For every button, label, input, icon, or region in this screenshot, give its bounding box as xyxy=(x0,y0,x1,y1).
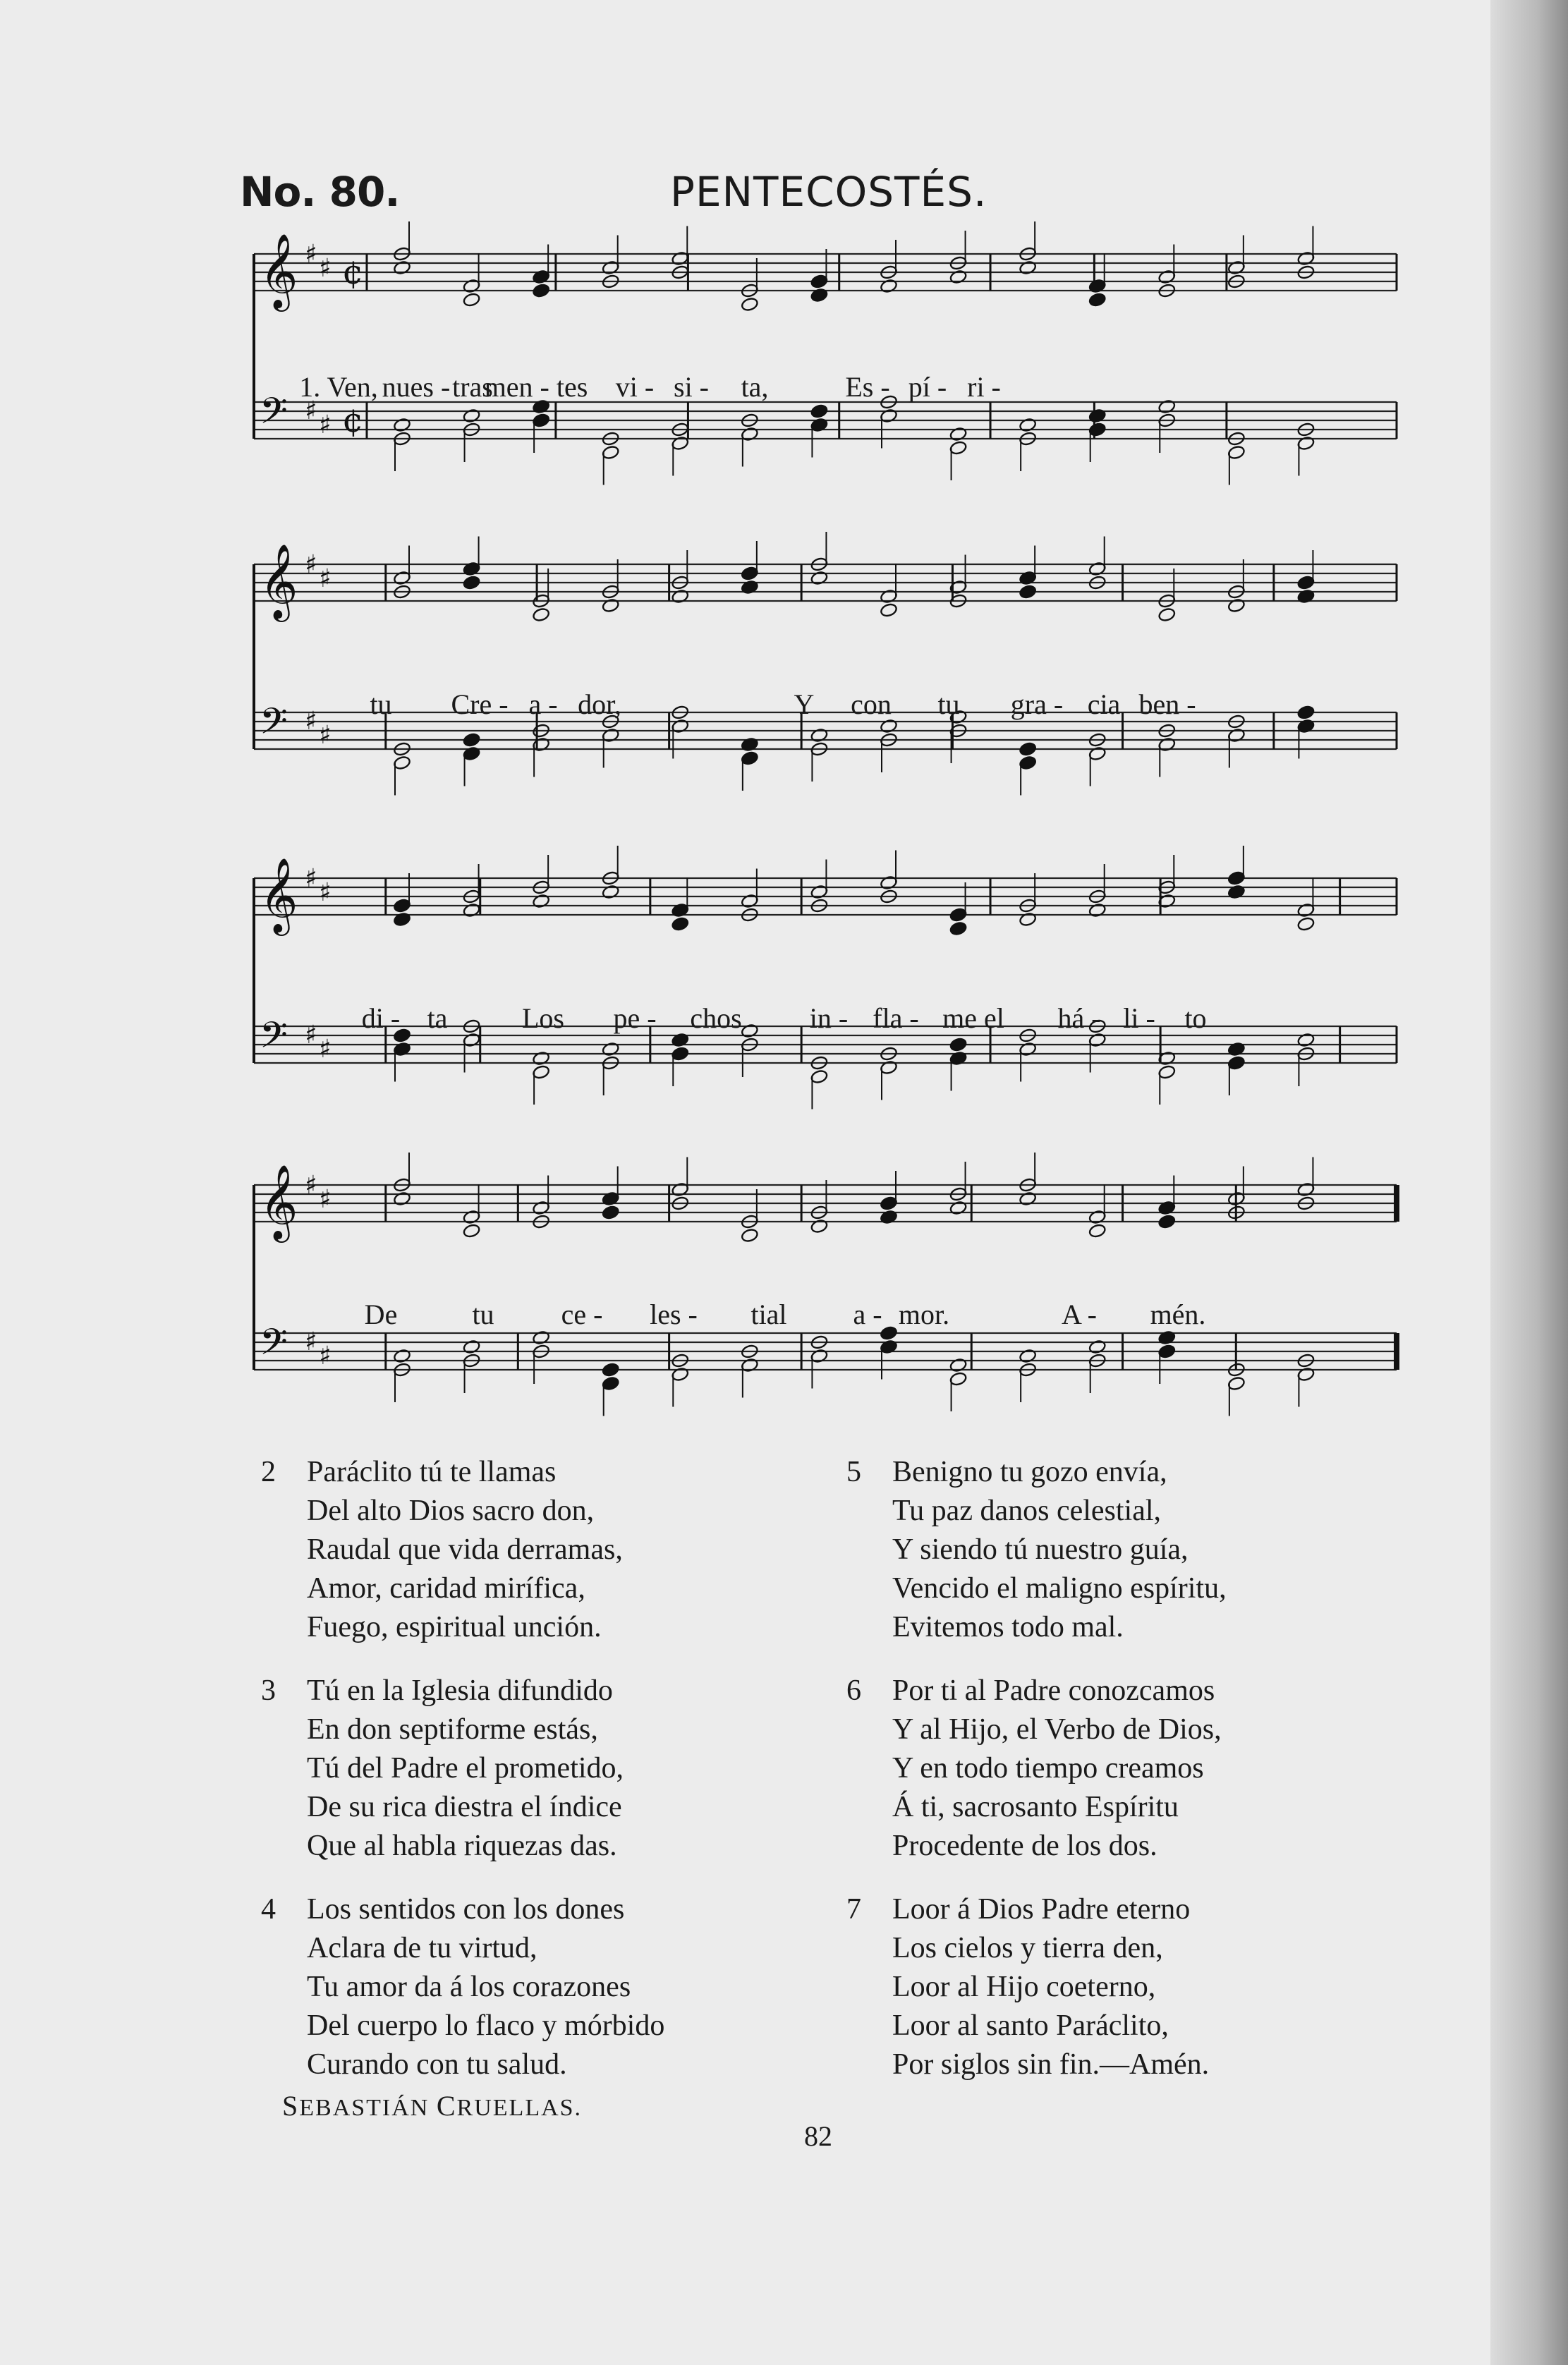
verse-number: 3 xyxy=(261,1674,276,1707)
sharp-icon: ♯ xyxy=(305,240,317,269)
verse-line: Benigno tu gozo envía, xyxy=(892,1456,1167,1488)
sharp-icon: ♯ xyxy=(319,721,332,750)
lyric-syllable: mén. xyxy=(1150,1299,1206,1330)
lyric-syllable: Y xyxy=(794,688,815,720)
verse-line: De su rica diestra el índice xyxy=(307,1791,622,1823)
notehead xyxy=(463,1223,481,1239)
notehead xyxy=(949,1037,968,1052)
verse-4 xyxy=(261,1890,665,2084)
notehead xyxy=(741,1228,759,1244)
bass-clef-icon: 𝄢 xyxy=(260,700,288,751)
verse-line: Vencido el maligno espíritu, xyxy=(892,1572,1227,1605)
lyric-syllable: vi - xyxy=(615,371,655,403)
lyric-syllable: ta, xyxy=(741,371,769,403)
sharp-icon: ♯ xyxy=(305,1021,317,1050)
verse-line: Que al habla riquezas das. xyxy=(307,1830,617,1862)
verse-line: Raudal que vida derramas, xyxy=(307,1533,623,1566)
notehead xyxy=(741,297,759,312)
verse-line: Y siendo tú nuestro guía, xyxy=(892,1533,1189,1566)
verse-line: Por siglos sin fin.—Amén. xyxy=(892,2048,1210,2081)
lyric-syllable: chos xyxy=(690,1002,742,1034)
cut-time-icon: ¢ xyxy=(342,401,364,440)
verse-line: Tú en la Iglesia difundido xyxy=(307,1674,613,1707)
sharp-icon: ♯ xyxy=(319,878,332,907)
lyric-syllable: les - xyxy=(650,1299,698,1330)
notehead xyxy=(602,1362,620,1378)
notehead xyxy=(1157,607,1176,623)
sharp-icon: ♯ xyxy=(305,707,317,736)
verse-line: Á ti, sacrosanto Espíritu xyxy=(892,1791,1179,1823)
notehead xyxy=(1088,292,1107,308)
lyric-syllable: men - tes xyxy=(484,371,588,403)
lyric-syllable: dor, xyxy=(578,688,621,720)
cut-time-icon: ¢ xyxy=(342,253,364,292)
verse-number: 4 xyxy=(261,1893,276,1926)
hymn-number: No. 80. xyxy=(240,168,400,216)
verse-line: Los sentidos con los dones xyxy=(307,1893,625,1926)
grand-staff-3 xyxy=(240,857,1411,1139)
lyric-syllable: in - xyxy=(809,1002,849,1034)
sharp-icon: ♯ xyxy=(319,1035,332,1064)
verse-7 xyxy=(846,1890,1210,2084)
lyric-syllable: mor. xyxy=(898,1299,950,1330)
verse-line: Del cuerpo lo flaco y mórbido xyxy=(307,2010,665,2042)
lyric-syllable: ben - xyxy=(1138,688,1196,720)
verse-number: 7 xyxy=(846,1893,861,1926)
verse-6 xyxy=(846,1672,1222,1866)
sharp-icon: ♯ xyxy=(305,396,317,425)
sharp-icon: ♯ xyxy=(319,411,332,439)
bass-clef-icon: 𝄢 xyxy=(260,1014,288,1065)
lyric-syllable: ta xyxy=(427,1002,448,1034)
verse-number: 5 xyxy=(846,1456,861,1488)
lyric-syllable: Cre - xyxy=(451,688,509,720)
lyric-syllable: Los xyxy=(522,1002,564,1034)
lyric-syllable: di - xyxy=(361,1002,401,1034)
verse-number: 2 xyxy=(261,1456,276,1488)
verse-line: Loor al Hijo coeterno, xyxy=(892,1971,1156,2003)
verse-line: Evitemos todo mal. xyxy=(892,1611,1124,1643)
lyric-syllable: me el xyxy=(942,1002,1004,1034)
notehead xyxy=(810,403,829,419)
lyrics-line-1 xyxy=(240,370,1411,406)
sharp-icon: ♯ xyxy=(319,1185,332,1214)
verse-line: Los cielos y tierra den, xyxy=(892,1932,1163,1964)
verse-line: Tu paz danos celestial, xyxy=(892,1495,1162,1527)
sharp-icon: ♯ xyxy=(305,864,317,893)
treble-clef-icon: 𝄞 xyxy=(260,857,298,932)
lyric-syllable: tu xyxy=(937,688,960,720)
notehead xyxy=(949,921,968,937)
sharp-icon: ♯ xyxy=(305,550,317,579)
hymn-title: PENTECOSTÉS. xyxy=(670,168,987,216)
lyric-syllable: tial xyxy=(750,1299,787,1330)
lyric-syllable: to xyxy=(1184,1002,1207,1034)
treble-clef-icon: 𝄞 xyxy=(260,233,298,308)
verse-line: Del alto Dios sacro don, xyxy=(307,1495,595,1527)
lyric-syllable: gra - xyxy=(1010,688,1064,720)
grand-staff-2 xyxy=(240,543,1411,825)
verse-line: Por ti al Padre conozcamos xyxy=(892,1674,1215,1707)
notehead xyxy=(463,575,481,590)
page-number: 82 xyxy=(804,2120,832,2152)
lyric-syllable: a - xyxy=(528,688,558,720)
lyric-syllable: ce - xyxy=(561,1299,603,1330)
notehead xyxy=(880,602,898,618)
verse-line: Loor á Dios Padre eterno xyxy=(892,1893,1191,1926)
lyric-syllable: nues - xyxy=(382,371,451,403)
sharp-icon: ♯ xyxy=(319,254,332,283)
verse-line: Tu amor da á los corazones xyxy=(307,1971,631,2003)
notehead xyxy=(1088,1223,1107,1239)
verse-line: Paráclito tú te llamas xyxy=(307,1456,557,1488)
lyric-syllable: tu xyxy=(370,688,392,720)
notehead xyxy=(1019,584,1037,600)
bass-clef-icon: 𝄢 xyxy=(260,1320,288,1372)
hymn-header xyxy=(240,168,1397,224)
notehead xyxy=(1019,741,1037,757)
lyric-syllable: tras xyxy=(452,371,493,403)
lyric-syllable: si - xyxy=(674,371,709,403)
treble-clef-icon: 𝄞 xyxy=(260,1164,298,1239)
notehead xyxy=(532,283,550,298)
lyric-syllable: pí - xyxy=(908,371,947,403)
lyric-syllable: ri - xyxy=(967,371,1001,403)
sharp-icon: ♯ xyxy=(319,1342,332,1370)
verse-line: Tú del Padre el prometido, xyxy=(307,1752,624,1785)
treble-clef-icon: 𝄞 xyxy=(260,543,298,619)
lyric-syllable: con xyxy=(851,688,892,720)
verse-line: Y al Hijo, el Verbo de Dios, xyxy=(892,1713,1222,1746)
notehead xyxy=(1157,1214,1176,1229)
sharp-icon: ♯ xyxy=(319,564,332,593)
notehead xyxy=(532,607,550,623)
sharp-icon: ♯ xyxy=(305,1327,317,1356)
lyric-syllable: 1. Ven, xyxy=(299,371,378,403)
lyric-syllable: De xyxy=(364,1299,398,1330)
verse-line: Procedente de los dos. xyxy=(892,1830,1157,1862)
verse-line: Loor al santo Paráclito, xyxy=(892,2010,1169,2042)
verse-line: En don septiforme estás, xyxy=(307,1713,598,1746)
notehead xyxy=(463,292,481,308)
notehead xyxy=(463,732,481,748)
verse-5 xyxy=(846,1453,1227,1647)
verse-line: Fuego, espiritual unción. xyxy=(307,1611,602,1643)
notehead xyxy=(1297,916,1315,932)
bass-clef-icon: 𝄢 xyxy=(260,389,288,441)
lyric-syllable: A - xyxy=(1062,1299,1097,1330)
lyrics-line-3 xyxy=(240,1002,1411,1037)
verse-line: Amor, caridad mirífica, xyxy=(307,1572,585,1605)
lyric-syllable: a - xyxy=(853,1299,882,1330)
lyric-syllable: cia xyxy=(1087,688,1121,720)
page-edge-shadow xyxy=(1490,0,1568,2365)
lyrics-line-4 xyxy=(240,1298,1411,1333)
lyrics-line-2 xyxy=(240,688,1411,723)
verse-2 xyxy=(261,1453,623,1647)
verse-3 xyxy=(261,1672,624,1866)
lyric-syllable: li - xyxy=(1123,1002,1155,1034)
notehead xyxy=(671,916,689,932)
lyric-syllable: pe - xyxy=(613,1002,657,1034)
verse-number: 6 xyxy=(846,1674,861,1707)
lyric-syllable: fla - xyxy=(873,1002,919,1034)
lyric-syllable: há - xyxy=(1057,1002,1101,1034)
sharp-icon: ♯ xyxy=(305,1171,317,1200)
lyric-syllable: Es - xyxy=(845,371,890,403)
author-credit: SEBASTIÁN CRUELLAS. xyxy=(282,2090,583,2122)
notehead xyxy=(602,1205,620,1220)
verse-line: Curando con tu salud. xyxy=(307,2048,567,2081)
lyric-syllable: tu xyxy=(472,1299,494,1330)
verse-line: Y en todo tiempo creamos xyxy=(892,1752,1204,1785)
verse-line: Aclara de tu virtud, xyxy=(307,1932,537,1964)
